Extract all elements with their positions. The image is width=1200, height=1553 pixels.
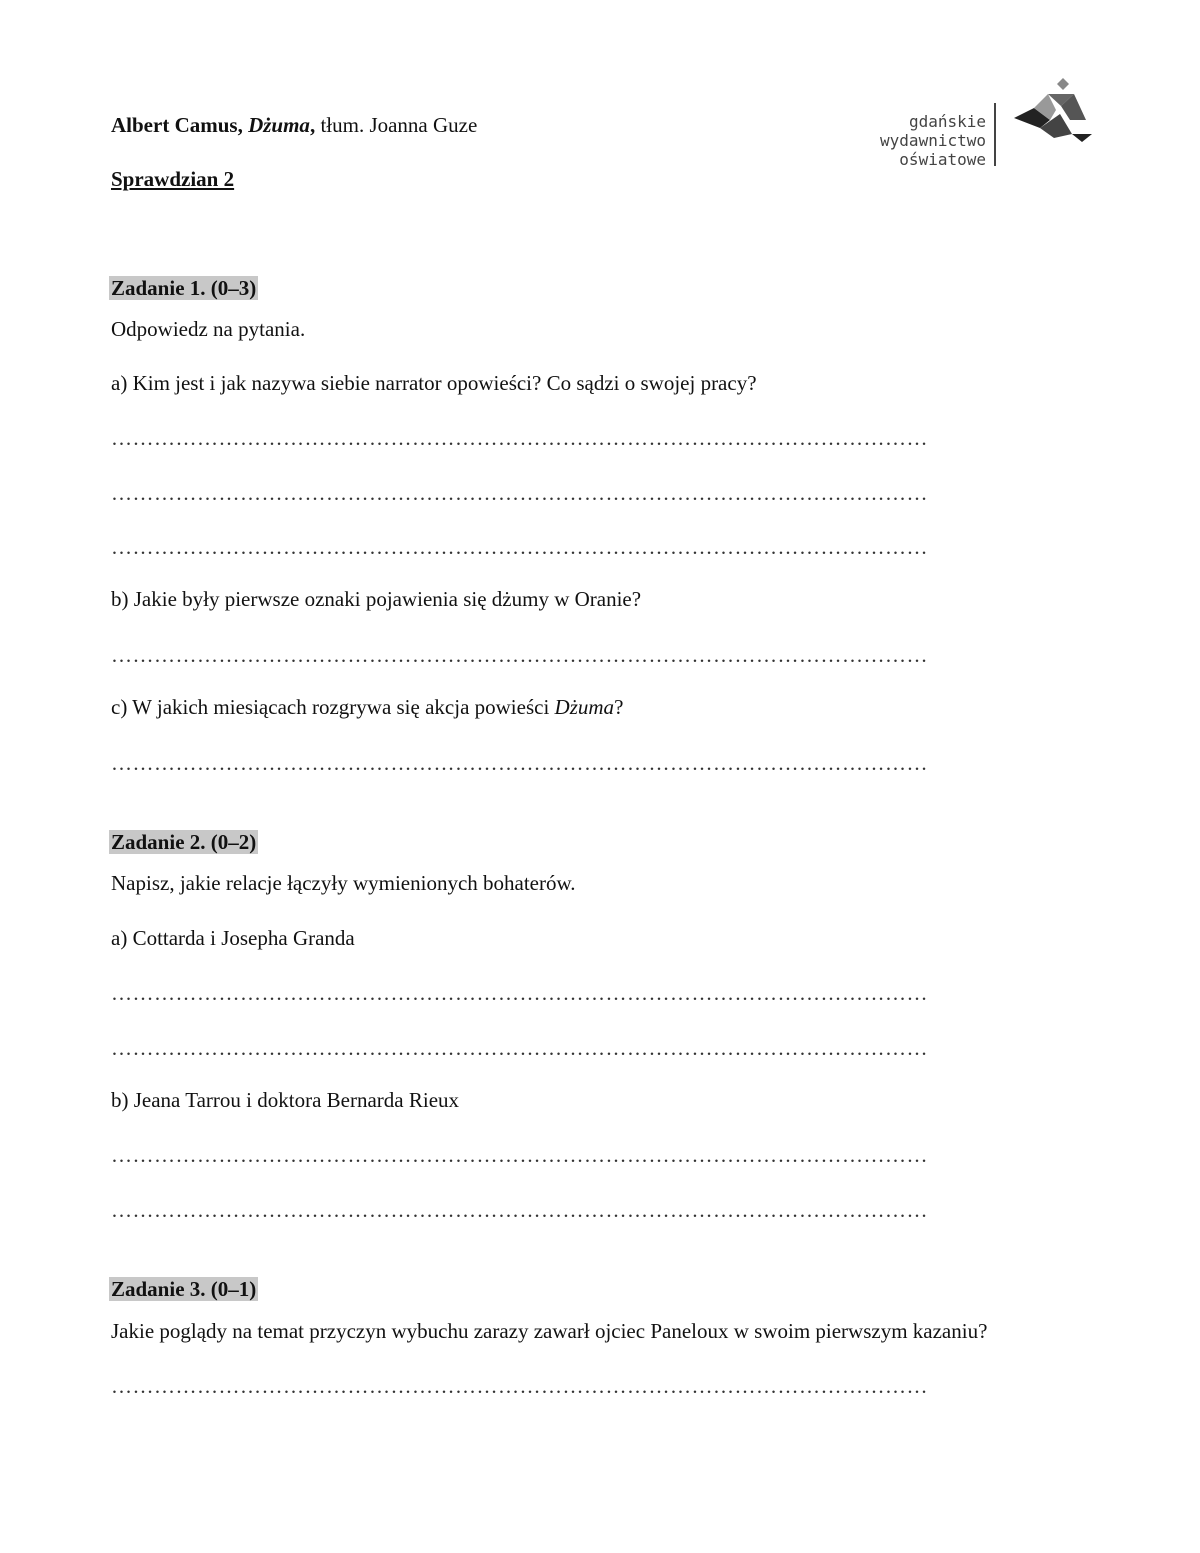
task3-heading bbox=[111, 1276, 258, 1302]
answer-line[interactable]: …………………………………………………………………………………………………… bbox=[111, 1198, 928, 1222]
answer-line[interactable]: …………………………………………………………………………………………………… bbox=[111, 481, 928, 505]
publisher-logo-text bbox=[880, 112, 986, 169]
logo-line-2: wydawnictwo bbox=[880, 131, 986, 150]
task3-question: Jakie poglądy na temat przyczyn wybuchu zarazy zawarł ojciec Paneloux w swoim pierwszym kazaniu? bbox=[111, 1319, 988, 1343]
author-name: Albert Camus, bbox=[111, 113, 249, 137]
answer-line[interactable]: …………………………………………………………………………………………………… bbox=[111, 751, 928, 775]
answer-line[interactable]: …………………………………………………………………………………………………… bbox=[111, 1036, 928, 1060]
answer-line[interactable]: …………………………………………………………………………………………………… bbox=[111, 535, 928, 559]
task2-instruction: Napisz, jakie relacje łączyły wymienionych bohaterów. bbox=[111, 871, 576, 895]
task1-instruction: Odpowiedz na pytania. bbox=[111, 317, 306, 341]
task1-question-c bbox=[111, 694, 623, 720]
task1-question-c-end: ? bbox=[614, 695, 624, 719]
answer-line[interactable]: …………………………………………………………………………………………………… bbox=[111, 643, 928, 667]
translator: tłum. Joanna Guze bbox=[315, 113, 478, 137]
answer-line[interactable]: …………………………………………………………………………………………………… bbox=[111, 426, 928, 450]
book-title: Dżuma bbox=[248, 113, 310, 137]
task2-question-a: a) Cottarda i Josepha Granda bbox=[111, 926, 355, 950]
task1-question-c-text: c) W jakich miesiącach rozgrywa się akcja powieści bbox=[111, 695, 555, 719]
title-comma: , bbox=[309, 113, 316, 137]
logo-divider bbox=[994, 103, 996, 166]
publisher-logo-icon bbox=[1010, 76, 1094, 148]
answer-line[interactable]: …………………………………………………………………………………………………… bbox=[111, 981, 928, 1005]
logo-line-1: gdańskie bbox=[908, 112, 986, 131]
task3-heading-text: Zadanie 3. (0–1) bbox=[111, 1277, 257, 1301]
task1-question-b: b) Jakie były pierwsze oznaki pojawienia się dżumy w Oranie? bbox=[111, 587, 642, 611]
answer-line[interactable]: …………………………………………………………………………………………………… bbox=[111, 1143, 928, 1167]
task1-question-c-title: Dżuma bbox=[554, 695, 615, 719]
task1-question-a: a) Kim jest i jak nazywa siebie narrator opowieści? Co sądzi o swojej pracy? bbox=[111, 371, 757, 395]
task2-heading-text: Zadanie 2. (0–2) bbox=[111, 830, 257, 854]
header-line bbox=[111, 112, 477, 138]
task2-question-b: b) Jeana Tarrou i doktora Bernarda Rieux bbox=[111, 1088, 460, 1112]
test-label: Sprawdzian 2 bbox=[111, 167, 235, 191]
task1-heading bbox=[111, 275, 258, 301]
answer-line[interactable]: …………………………………………………………………………………………………… bbox=[111, 1374, 928, 1398]
task1-heading-text: Zadanie 1. (0–3) bbox=[111, 276, 257, 300]
task2-heading bbox=[111, 829, 258, 855]
logo-line-3: oświatowe bbox=[899, 150, 986, 169]
